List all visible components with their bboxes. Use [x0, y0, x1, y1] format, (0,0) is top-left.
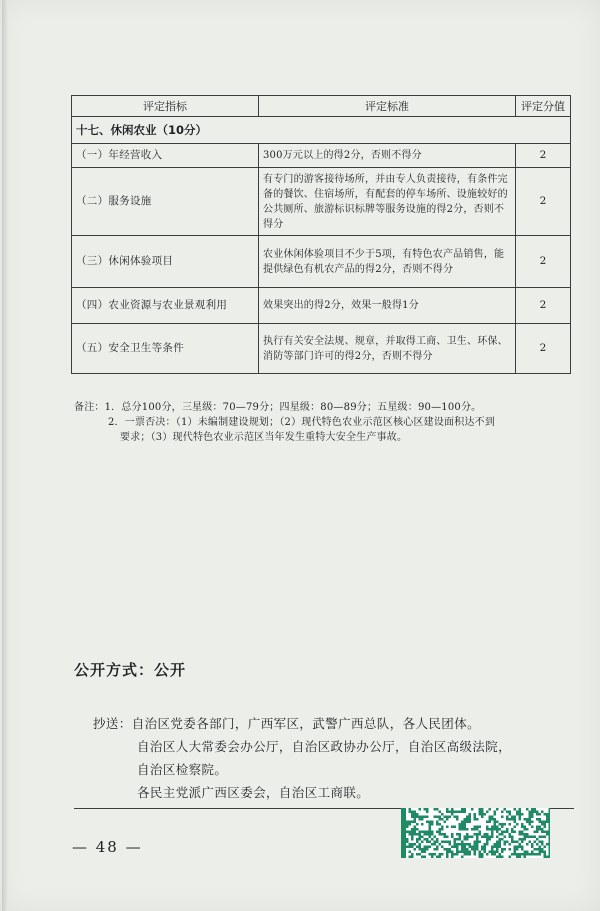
note-1-text: 1．总分100分，三星级：70—79分；四星级：80—89分；五星级：90—100分。 — [104, 402, 482, 413]
section-row — [72, 117, 571, 144]
page-crease — [2, 0, 8, 911]
row-indicator: （五）安全卫生等条件 — [72, 324, 259, 374]
row-standard: 有专门的游客接待场所，并由专人负责接待，有条件完备的餐饮、住宿场所，有配套的停车场所、设施较好的公共厕所、旅游标识标牌等服务设施的得2分，否则不得分 — [259, 168, 516, 236]
note-line-2-cont: 要求；（3）现代特色农业示范区当年发生重特大安全生产事故。 — [120, 432, 408, 443]
row-indicator: （二）服务设施 — [72, 168, 259, 236]
document-barcode — [401, 808, 550, 858]
table-row — [72, 288, 571, 324]
row-score: 2 — [516, 144, 571, 168]
table-row — [72, 144, 571, 168]
evaluation-table — [71, 95, 571, 374]
disclosure-method: 公开方式：公开 — [74, 661, 187, 679]
cc-line-4: 各民主党派广西区委会，自治区工商联。 — [137, 785, 370, 800]
header-standard: 评定标准 — [259, 96, 516, 117]
table-row — [72, 236, 571, 288]
cc-line-1: 抄送：自治区党委各部门，广西军区，武警广西总队，各人民团体。 — [93, 716, 481, 731]
row-score: 2 — [516, 236, 571, 288]
note-line-2: 2．一票否决：（1）未编制建设规划；（2）现代特色农业示范区核心区建设面积达不到 — [108, 417, 496, 428]
row-indicator: （一）年经营收入 — [72, 144, 259, 168]
table-header-row — [72, 96, 571, 117]
note-line-1 — [74, 400, 574, 415]
row-indicator: （三）休闲体验项目 — [72, 236, 259, 288]
row-score: 2 — [516, 288, 571, 324]
header-score: 评定分值 — [516, 96, 571, 117]
notes-label: 备注： — [74, 402, 105, 413]
section-title: 十七、休闲农业（10分） — [72, 117, 571, 144]
header-indicator: 评定指标 — [72, 96, 259, 117]
row-standard: 300万元以上的得2分，否则不得分 — [259, 144, 516, 168]
cc-block — [93, 712, 573, 804]
notes-block — [74, 400, 574, 445]
row-standard: 农业休闲体验项目不少于5项，有特色农产品销售，能提供绿色有机农产品的得2分，否则不得分 — [259, 236, 516, 288]
cc-line-3: 自治区检察院。 — [137, 762, 228, 777]
row-standard: 执行有关安全法规、规章，并取得工商、卫生、环保、消防等部门许可的得2分，否则不得分 — [259, 324, 516, 374]
cc-line-2: 自治区人大常委会办公厅，自治区政协办公厅，自治区高级法院， — [137, 739, 512, 754]
table-row — [72, 168, 571, 236]
row-indicator: （四）农业资源与农业景观利用 — [72, 288, 259, 324]
row-score: 2 — [516, 324, 571, 374]
page-number: — 48 — — [72, 838, 143, 856]
table-row — [72, 324, 571, 374]
row-standard: 效果突出的得2分，效果一般得1分 — [259, 288, 516, 324]
row-score: 2 — [516, 168, 571, 236]
